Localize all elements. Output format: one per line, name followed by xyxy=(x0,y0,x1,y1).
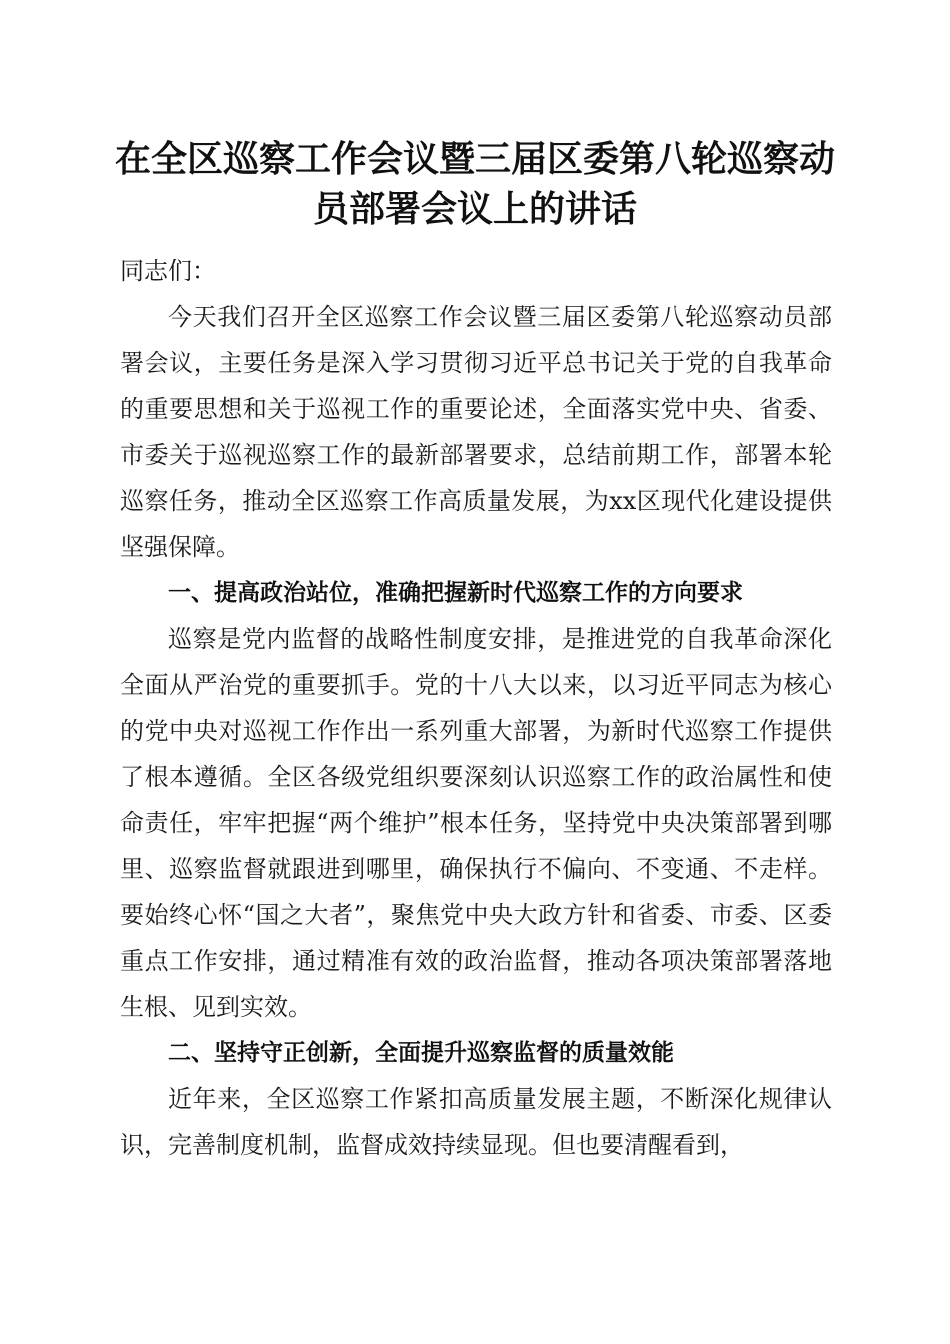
section-2-heading: 二、坚持守正创新，全面提升巡察监督的质量效能 xyxy=(168,1040,674,1066)
intro-paragraph: 今天我们召开全区巡察工作会议暨三届区委第八轮巡察动员部署会议，主要任务是深入学习贯彻习近平总书记关于党的自我革命的重要思想和关于巡视工作的重要论述，全面落实党中央、省委、市委关于巡视巡察工作的最新部署要求，总结前期工作，部署本轮巡察任务，推动全区巡察工作高质量发展，为xx区现代化建设提供坚强保障。 xyxy=(120,303,832,561)
document-title xyxy=(110,134,840,234)
document-body xyxy=(120,248,832,1168)
salutation: 同志们： xyxy=(120,257,216,285)
section-2-paragraph: 近年来，全区巡察工作紧扣高质量发展主题，不断深化规律认识，完善制度机制，监督成效持续显现。但也要清醒看到， xyxy=(120,1085,832,1159)
section-1-heading: 一、提高政治站位，准确把握新时代巡察工作的方向要求 xyxy=(168,580,743,606)
section-1-paragraph: 巡察是党内监督的战略性制度安排，是推进党的自我革命深化全面从严治党的重要抓手。党的十八大以来，以习近平同志为核心的党中央对巡视工作作出一系列重大部署，为新时代巡察工作提供了根本遵循。全区各级党组织要深刻认识巡察工作的政治属性和使命责任，牢牢把握“两个维护”根本任务，坚持党中央决策部署到哪里、巡察监督就跟进到哪里，确保执行不偏向、不变通、不走样。要始终心怀“国之大者”，聚焦党中央大政方针和省委、市委、区委重点工作安排，通过精准有效的政治监督，推动各项决策部署落地生根、见到实效。 xyxy=(120,625,832,1021)
title-line-2: 员部署会议上的讲话 xyxy=(312,188,637,230)
title-line-1: 在全区巡察工作会议暨三届区委第八轮巡察动 xyxy=(114,138,835,180)
